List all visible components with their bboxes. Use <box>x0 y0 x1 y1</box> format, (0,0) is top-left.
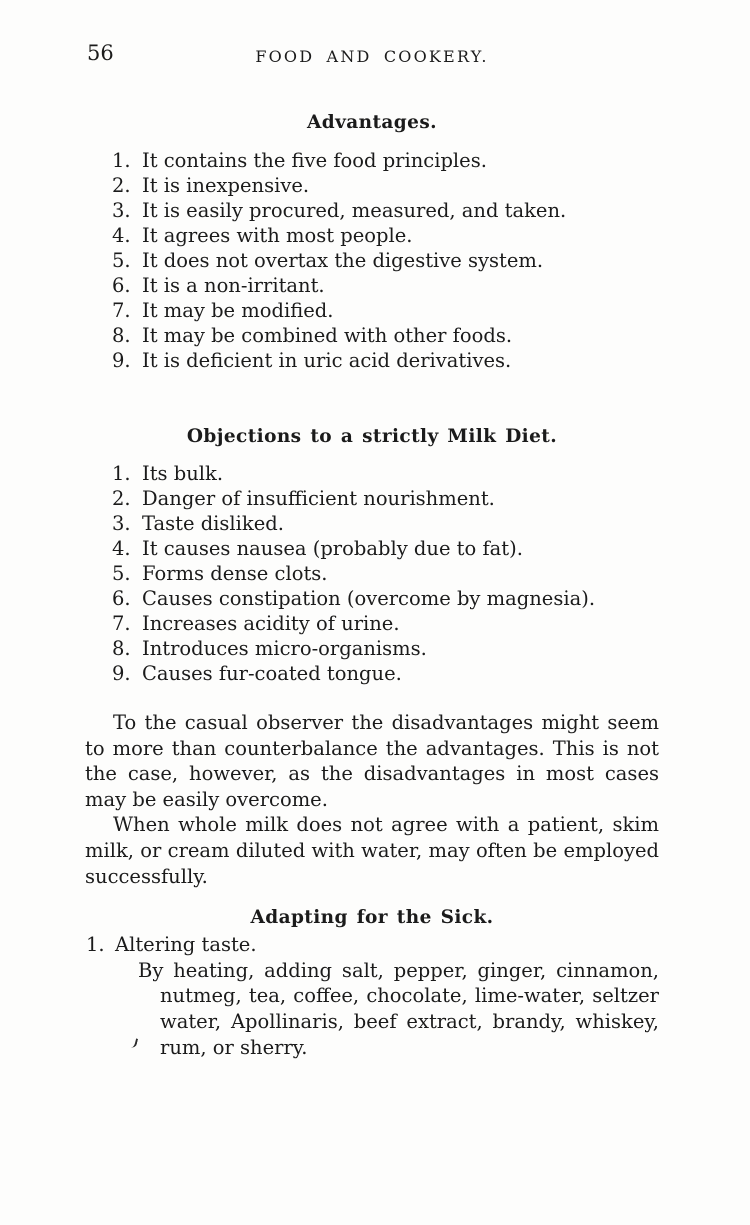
item-number: 6. <box>112 274 131 297</box>
item-number: 7. <box>112 299 131 322</box>
list-item <box>85 636 659 661</box>
list-item <box>85 198 659 223</box>
item-number: 1. <box>112 462 131 485</box>
list-item <box>85 536 659 561</box>
item-number: 4. <box>112 224 131 247</box>
page-number: 56 <box>87 41 114 65</box>
adapting-item <box>85 932 659 958</box>
item-text: It agrees with most people. <box>142 224 413 247</box>
text-block <box>85 0 659 1061</box>
item-text: Taste disliked. <box>142 512 284 535</box>
list-item <box>85 561 659 586</box>
adapting-heading: Adapting for the Sick. <box>250 907 494 929</box>
item-number: 8. <box>112 637 131 660</box>
item-text: Causes constipation (overcome by magnesia). <box>142 587 596 610</box>
item-number: 6. <box>112 587 131 610</box>
item-number: 5. <box>112 562 131 585</box>
item-number: 7. <box>112 612 131 635</box>
list-item <box>85 348 659 373</box>
item-text: Danger of insufficient nourishment. <box>142 487 495 510</box>
item-number: 1. <box>112 149 131 172</box>
item-text: It may be modified. <box>142 299 334 322</box>
item-text: It may be combined with other foods. <box>142 324 513 347</box>
list-item <box>85 273 659 298</box>
list-item <box>85 486 659 511</box>
list-item <box>85 511 659 536</box>
list-item <box>85 148 659 173</box>
item-text: Introduces micro-organisms. <box>142 637 427 660</box>
list-item <box>85 323 659 348</box>
item-number: 9. <box>112 662 131 685</box>
list-item <box>85 586 659 611</box>
item-text: Its bulk. <box>142 462 224 485</box>
list-item <box>85 298 659 323</box>
item-number: 8. <box>112 324 131 347</box>
item-text: Forms dense clots. <box>142 562 328 585</box>
objections-heading: Objections to a strictly Milk Diet. <box>186 426 558 447</box>
paragraph-disadvantages: To the casual observer the disadvantages might seem to more than counterbalance the advantages. This is not the case, however, as the disadvantages in most cases may be easily overcome. <box>85 711 659 811</box>
advantages-list <box>85 148 659 373</box>
objections-list <box>85 461 659 686</box>
list-item <box>85 461 659 486</box>
item-number: 4. <box>112 537 131 560</box>
item-text: Altering taste. <box>115 933 257 957</box>
item-text: It contains the five food principles. <box>142 149 487 172</box>
item-number: 2. <box>112 487 131 510</box>
item-number: 3. <box>112 512 131 535</box>
item-text: It is inexpensive. <box>142 174 310 197</box>
advantages-heading: Advantages. <box>307 112 437 133</box>
list-item <box>85 661 659 686</box>
item-number: 9. <box>112 349 131 372</box>
item-number: 2. <box>112 174 131 197</box>
running-title: FOOD AND COOKERY. <box>255 47 489 66</box>
item-text: It is easily procured, measured, and taken. <box>142 199 567 222</box>
item-number: 3. <box>112 199 131 222</box>
item-text: Increases acidity of urine. <box>142 612 400 635</box>
list-item <box>85 223 659 248</box>
item-number: 5. <box>112 249 131 272</box>
list-item <box>85 611 659 636</box>
running-header <box>85 41 659 69</box>
item-number: 1. <box>86 933 105 957</box>
item-text: It does not overtax the digestive system. <box>142 249 544 272</box>
paragraph-skim-milk: When whole milk does not agree with a patient, skim milk, or cream diluted with water, may often be employed successfully. <box>85 813 659 888</box>
list-item <box>85 248 659 273</box>
item-text: It is a non-irritant. <box>142 274 325 297</box>
item-text: It is deficient in uric acid derivatives. <box>142 349 512 372</box>
adapting-detail: By heating, adding salt, pepper, ginger, cinnamon, nutmeg, tea, coffee, chocolate, lime-water, seltzer water, Apollinaris, beef extract, brandy, whiskey, rum, or sherry. <box>138 958 659 1060</box>
list-item <box>85 173 659 198</box>
item-text: It causes nausea (probably due to fat). <box>142 537 523 560</box>
item-text: Causes fur-coated tongue. <box>142 662 402 685</box>
